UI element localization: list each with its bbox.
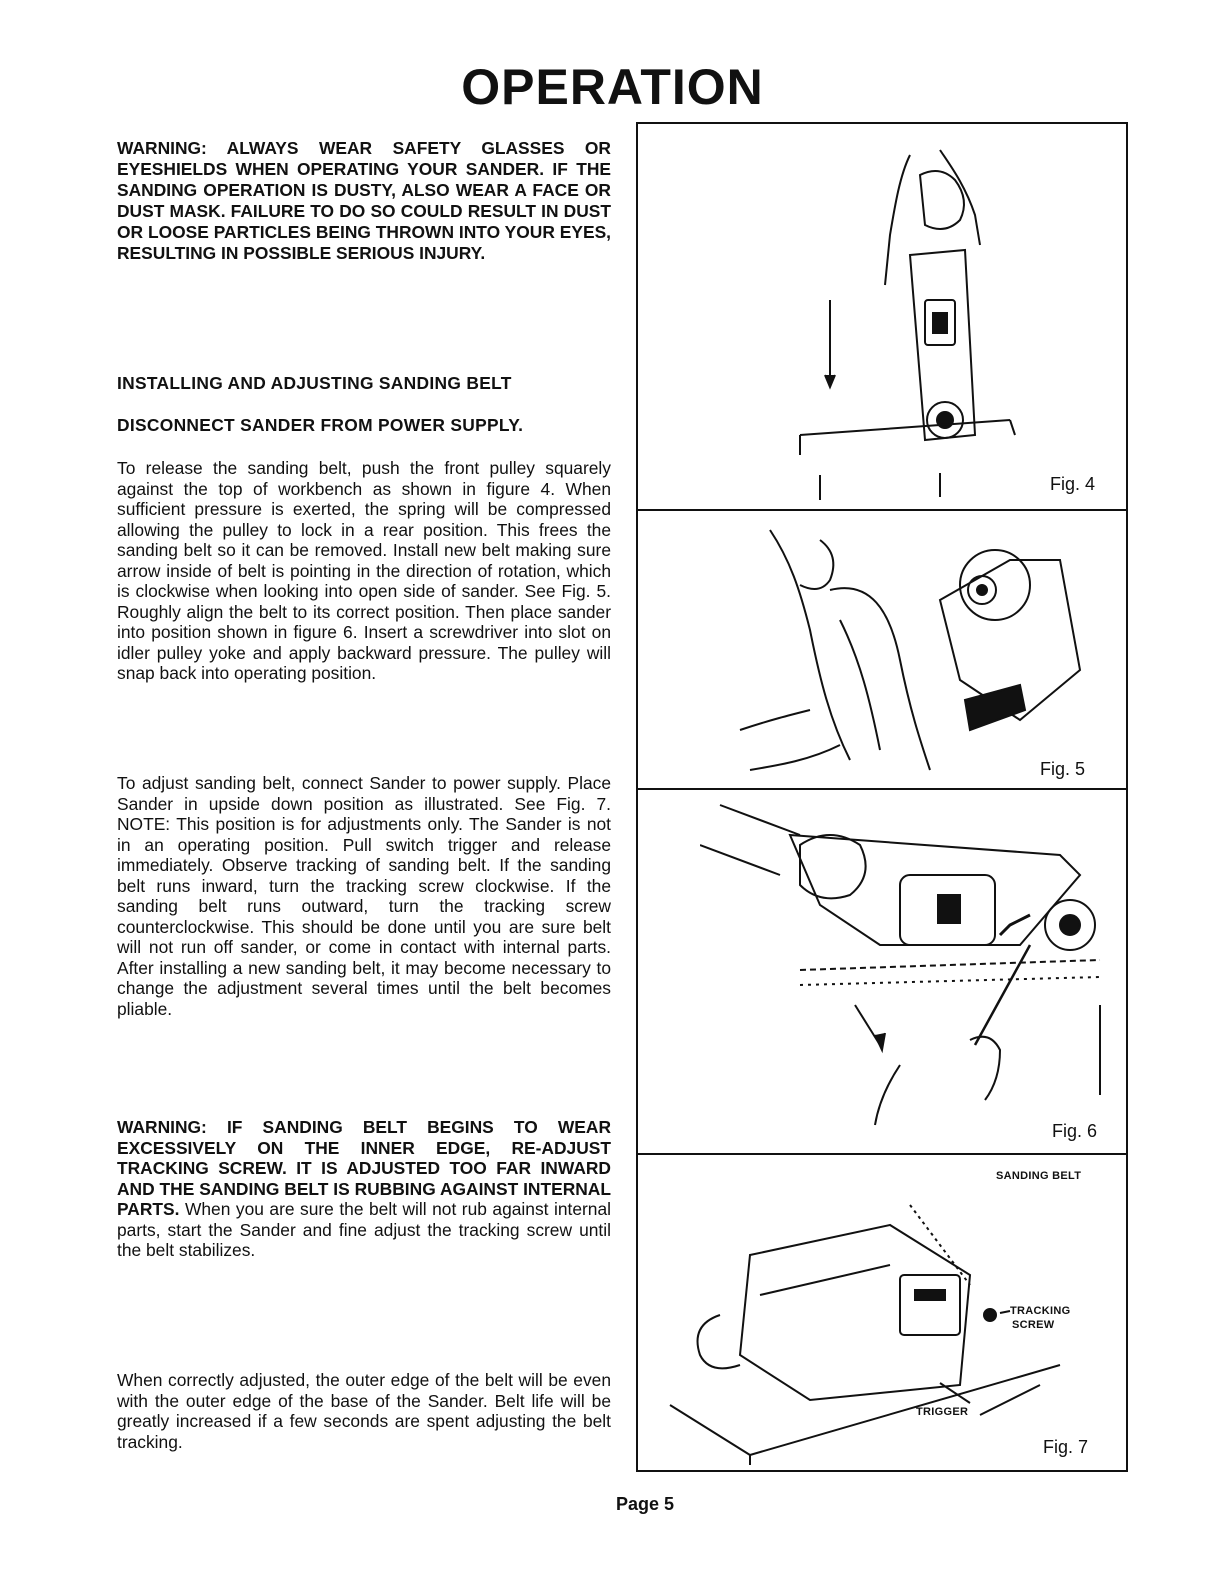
callout-sanding-belt: SANDING BELT <box>996 1170 1082 1182</box>
final-paragraph-block <box>117 1370 611 1452</box>
callout-screw: SCREW <box>1012 1319 1055 1331</box>
fig4-illustration <box>790 135 1030 505</box>
adjust-belt-paragraph-block <box>117 773 611 1019</box>
warning-inner-edge-rest: When you are sure the belt will not rub against internal parts, start the Sander and fine adjust the tracking screw until the belt stabilizes. <box>117 1199 611 1260</box>
warning-inner-edge-paragraph <box>117 1117 611 1261</box>
callout-tracking: TRACKING <box>1010 1305 1071 1317</box>
warning-inner-edge-bold: WARNING: IF SANDING BELT BEGINS TO WEAR EXCESSIVELY ON THE INNER EDGE, RE-ADJUST TRACKING SCREW. IT IS ADJUSTED TOO FAR INWARD AND THE SANDING BELT IS RUBBING AGAINST INTERNAL PARTS. <box>117 1117 611 1219</box>
final-paragraph: When correctly adjusted, the outer edge of the belt will be even with the outer edge of the base of the Sander. Belt life will be greatly increased if a few seconds are spent adjusting the belt tracking. <box>117 1370 611 1452</box>
disconnect-instruction: DISCONNECT SANDER FROM POWER SUPPLY. <box>117 415 524 435</box>
warning-text: WARNING: ALWAYS WEAR SAFETY GLASSES OR EYESHIELDS WHEN OPERATING YOUR SANDER. IF THE SANDING OPERATION IS DUSTY, ALSO WEAR A FACE OR DUST MASK. FAILURE TO DO SO COULD RESULT IN DUST OR LOOSE PARTICLES BEING THROWN INTO YOUR EYES, RESULTING IN POSSIBLE SERIOUS INJURY. <box>117 138 611 263</box>
figure-divider <box>636 509 1128 511</box>
fig7-label: Fig. 7 <box>1043 1437 1089 1457</box>
fig6-illustration <box>700 795 1110 1145</box>
adjust-belt-paragraph: To adjust sanding belt, connect Sander to power supply. Place Sander in upside down position as illustrated. See Fig. 7. NOTE: This position is for adjustments only. The Sander is not in an operating position. Pull switch trigger and release immediately. Observe tracking of sanding belt. If the sanding belt runs inward, turn the tracking screw clockwise. If the sanding belt runs outward, turn the tracking screw counterclockwise. This should be done until you are sure belt will not run off sander, or come in contact with internal parts. After installing a new sanding belt, it may become necessary to change the adjustment several times until the belt becomes pliable. <box>117 773 611 1019</box>
section-heading: INSTALLING AND ADJUSTING SANDING BELT <box>117 373 512 393</box>
figure-divider <box>636 788 1128 790</box>
warning-inner-edge-block <box>117 1117 611 1261</box>
fig5-label: Fig. 5 <box>1040 759 1086 779</box>
section-heading-block <box>117 373 611 394</box>
callout-trigger: TRIGGER <box>916 1406 969 1418</box>
fig4-label: Fig. 4 <box>1050 474 1096 494</box>
warning-safety-glasses <box>117 138 611 264</box>
figure-divider <box>636 1153 1128 1155</box>
fig6-label: Fig. 6 <box>1052 1121 1098 1141</box>
release-belt-paragraph-block <box>117 458 611 684</box>
release-belt-paragraph: To release the sanding belt, push the front pulley squarely against the top of workbench as shown in figure 4. When sufficient pressure is exerted, the spring will be compressed allowing the pulley to lock in a rear position. This frees the sanding belt so it can be removed. Install new belt making sure arrow inside of belt is pointing in the direction of rotation, which is clockwise when looking into open side of sander. See Fig. 5. Roughly align the belt to its correct position. Then place sander into position shown in figure 6. Insert a screwdriver into slot on idler pulley yoke and apply backward pressure. The pulley will snap back into operating position. <box>117 458 611 683</box>
fig5-illustration <box>720 520 1100 785</box>
page-title: OPERATION <box>461 59 764 115</box>
disconnect-block <box>117 415 611 436</box>
page-number: Page 5 <box>615 1494 675 1514</box>
